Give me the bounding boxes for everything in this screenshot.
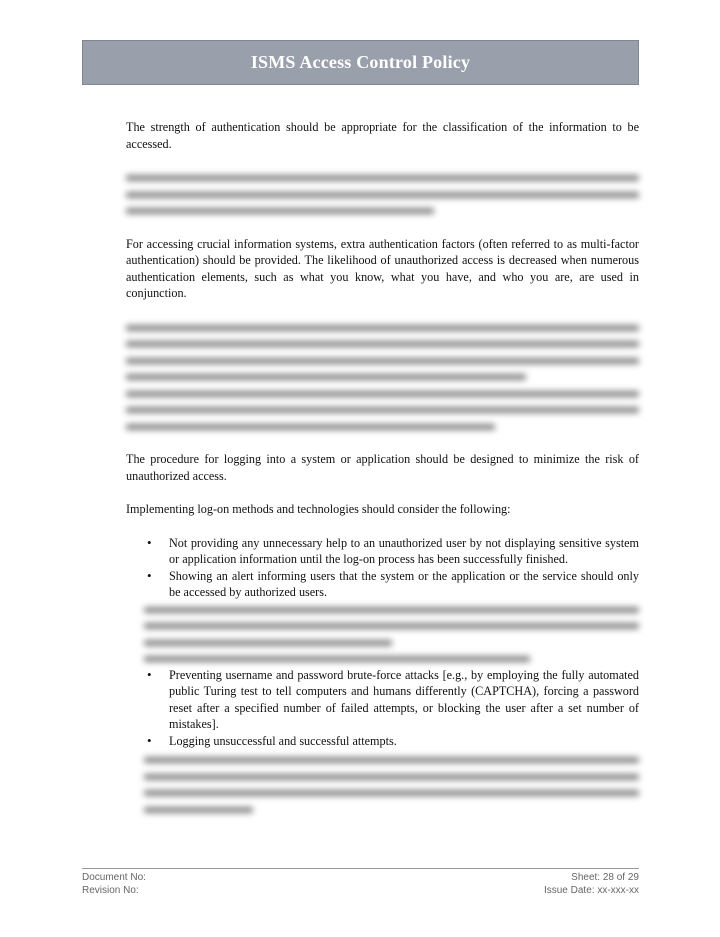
revision-number-label: Revision No: [82, 885, 139, 896]
redacted-paragraph [126, 169, 639, 219]
logon-considerations-list [126, 535, 639, 601]
page-title: ISMS Access Control Policy [250, 52, 471, 72]
sheet-number: Sheet: 28 of 29 [571, 872, 639, 883]
paragraph-multi-factor: For accessing crucial information systems, extra authentication factors (often referred to as multi-factor authentication) should be provided. The likelihood of unauthorized access is decreased when numerous authentication elements, such as what you know, what you have, and who you are, are used in conjunction. [126, 236, 639, 300]
logon-considerations-list [126, 667, 639, 750]
paragraph-logon-procedure: The procedure for logging into a system or application should be designed to minimize the risk of unauthorized access. [126, 452, 639, 483]
list-item: • Showing an alert informing users that the system or the application or the service should only be accessed by authorized users. [126, 568, 639, 601]
list-item: • Not providing any unnecessary help to an unauthorized user by not displaying sensitive system or application information until the log-on process has been successfully finished. [126, 535, 639, 568]
document-body [126, 119, 639, 817]
redacted-list-items [126, 751, 639, 817]
footer-divider [82, 868, 639, 869]
list-item: • Preventing username and password brute-force attacks [e.g., by employing the fully automated public Turing test to tell computers and humans differently (CAPTCHA), forcing a password reset after a specified number of failed attempts, or blocking the user after a set number of mistakes]. [126, 667, 639, 733]
list-item: • Logging unsuccessful and successful attempts. [126, 733, 639, 750]
document-number-label: Document No: [82, 872, 146, 883]
redacted-paragraph [126, 319, 639, 435]
redacted-list-items [126, 601, 639, 667]
header-bar [82, 40, 639, 85]
paragraph-authentication-strength: The strength of authentication should be appropriate for the classification of the information to be accessed. [126, 120, 639, 151]
issue-date: Issue Date: xx-xxx-xx [543, 885, 639, 896]
paragraph-logon-methods-intro: Implementing log-on methods and technologies should consider the following: [126, 502, 511, 516]
